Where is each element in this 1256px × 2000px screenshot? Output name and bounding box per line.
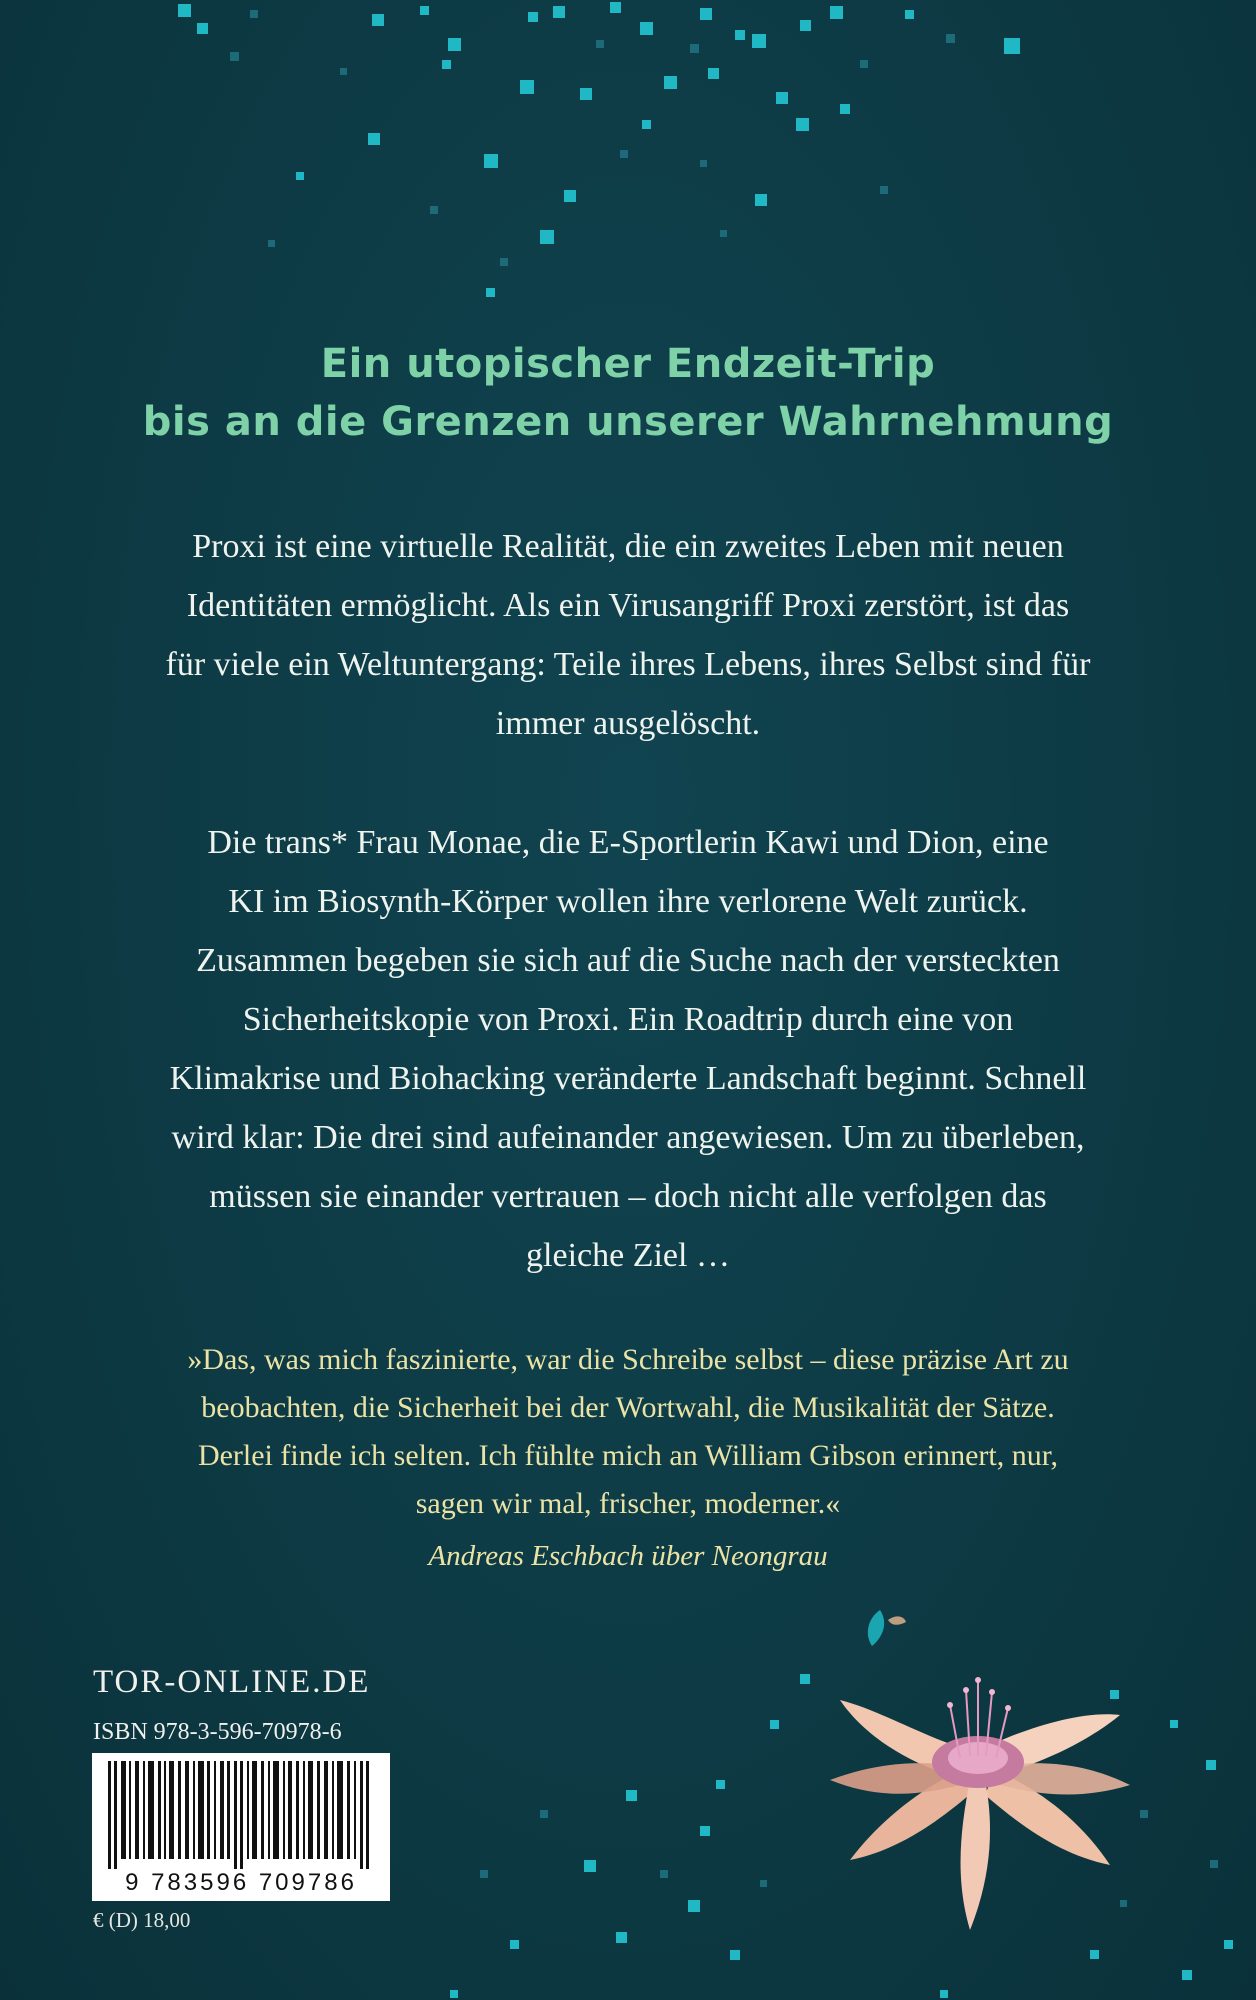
isbn-label: ISBN 978-3-596-70978-6	[93, 1719, 342, 1745]
tagline	[0, 335, 1256, 451]
text-line: Proxi ist eine virtuelle Realität, die ein zweites Leben mit neuen	[192, 528, 1064, 565]
review-quote	[120, 1336, 1136, 1528]
text-line: immer ausgelöscht.	[495, 705, 761, 742]
quote-attribution: Andreas Eschbach über Neongrau	[428, 1540, 828, 1572]
quote-line: »Das, was mich faszinierte, war die Schreibe selbst – diese präzise Art zu	[187, 1343, 1069, 1376]
text-line: für viele ein Weltuntergang: Teile ihres Lebens, ihres Selbst sind für	[165, 646, 1091, 683]
price-label: € (D) 18,00	[93, 1908, 191, 1932]
quote-line: beobachten, die Sicherheit bei der Wortwahl, die Musikalität der Sätze.	[201, 1391, 1055, 1424]
text-line: Sicherheitskopie von Proxi. Ein Roadtrip durch eine von	[242, 1001, 1014, 1038]
text-line: wird klar: Die drei sind aufeinander angewiesen. Um zu überleben,	[171, 1119, 1085, 1156]
barcode-bars	[108, 1761, 374, 1869]
description-paragraph-2	[120, 813, 1136, 1285]
tagline-line-2: bis an die Grenzen unserer Wahrnehmung	[142, 399, 1114, 445]
text-line: Identitäten ermöglicht. Als ein Virusangriff Proxi zerstört, ist das	[186, 587, 1070, 624]
text-line: müssen sie einander vertrauen – doch nicht alle verfolgen das	[209, 1178, 1047, 1215]
text-line: gleiche Ziel …	[526, 1237, 730, 1274]
flower-illustration	[780, 1590, 1180, 1990]
tagline-line-1: Ein utopischer Endzeit-Trip	[320, 341, 936, 387]
text-line: Zusammen begeben sie sich auf die Suche nach der versteckten	[196, 942, 1060, 979]
text-line: Klimakrise und Biohacking veränderte Landschaft beginnt. Schnell	[169, 1060, 1087, 1097]
publisher-website: TOR-ONLINE.DE	[93, 1664, 371, 1700]
quote-line: sagen wir mal, frischer, moderner.«	[415, 1487, 841, 1520]
barcode	[92, 1753, 390, 1901]
pixel-rain-top	[0, 0, 1256, 320]
barcode-digits: 9 783596 709786	[125, 1869, 357, 1896]
quote-line: Derlei finde ich selten. Ich fühlte mich an William Gibson erinnert, nur,	[197, 1439, 1059, 1472]
description-paragraph-1	[120, 517, 1136, 753]
text-line: Die trans* Frau Monae, die E-Sportlerin Kawi und Dion, eine	[207, 824, 1049, 861]
text-line: KI im Biosynth-Körper wollen ihre verlorene Welt zurück.	[228, 883, 1028, 920]
